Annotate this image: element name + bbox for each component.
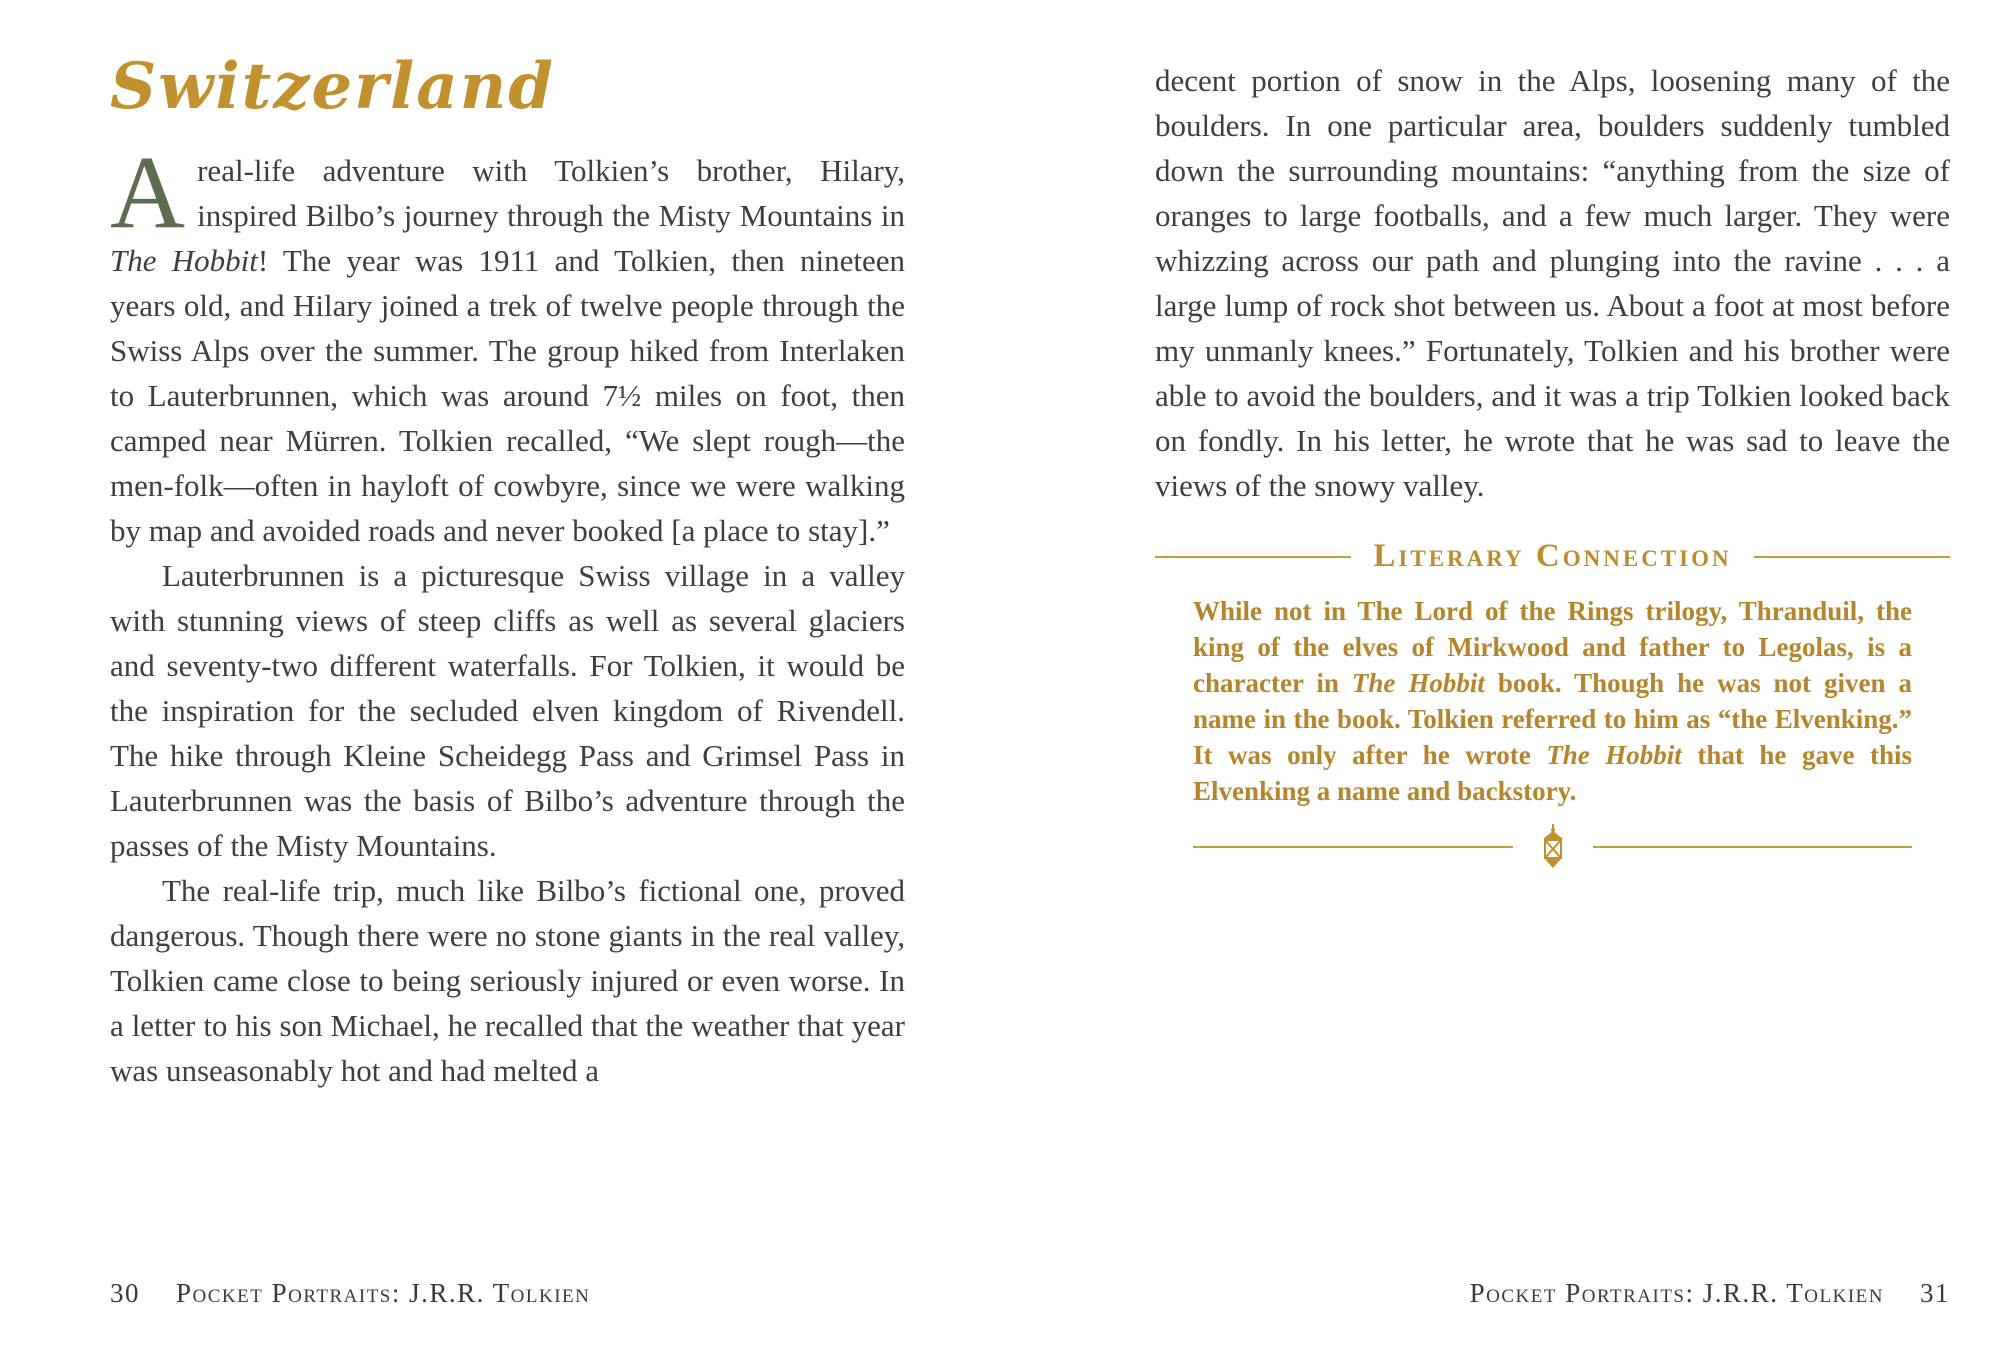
paragraph-3: The real-life trip, much like Bilbo’s fictional one, proved dangerous. Though there were no stone giants in the real valley, Tolkien came close to being seriously injured or even worse. In a letter to his son Michael, he recalled that the weather that year was unseasonably hot and had melted a bbox=[110, 873, 905, 1089]
divider-line-left bbox=[1193, 846, 1513, 848]
right-page bbox=[1155, 0, 1950, 1351]
drop-cap: A bbox=[110, 135, 186, 251]
book-title: Pocket Portraits: J.R.R. Tolkien bbox=[1469, 1278, 1884, 1308]
paragraph-1-text: real-life adventure with Tolkien’s brother, Hilary, inspired Bilbo’s journey through the Misty Mountains in The Hobbit! The year was 1911 and Tolkien, then nineteen years old, and Hilary joined a trek of twelve people through the Swiss Alps over the summer. The group hiked from Interlaken to Lauterbrunnen, which was around 7½ miles on foot, then camped near Mürren. Tolkien recalled, “We slept rough—the men-folk—often in hayloft of cowbyre, since we were walking by map and avoided roads and never booked [a place to stay].” bbox=[110, 153, 905, 549]
literary-connection-text: While not in The Lord of the Rings trilogy, Thranduil, the king of the elves of Mirkwood and father to Legolas, is a character in The Hobbit book. Though he was not given a name in the book. Tolkien referred to him as “the Elvenking.” It was only after he wrote The Hobbit that he gave this Elvenking a name and backstory. bbox=[1193, 596, 1912, 806]
lantern-icon bbox=[1535, 823, 1571, 871]
divider-line-right bbox=[1593, 846, 1913, 848]
paragraph-1 bbox=[110, 135, 905, 553]
left-page-footer bbox=[110, 1278, 905, 1309]
literary-connection-header bbox=[1155, 538, 1950, 575]
literary-connection-title: Literary Connection bbox=[1373, 538, 1732, 574]
chapter-heading: Switzerland bbox=[110, 49, 556, 124]
literary-connection-footer bbox=[1193, 823, 1912, 871]
book-title: Pocket Portraits: J.R.R. Tolkien bbox=[176, 1278, 591, 1308]
page-number: 31 bbox=[1920, 1278, 1950, 1308]
paragraph-4: decent portion of snow in the Alps, loosening many of the boulders. In one particular area, boulders suddenly tumbled down the surrounding mountains: “anything from the size of oranges to large footballs, and a few much larger. They were whizzing across our path and plunging into the ravine . . . a large lump of rock shot between us. About a foot at most before my unmanly knees.” Fortunately, Tolkien and his brother were able to avoid the boulders, and it was a trip Tolkien looked back on fondly. In his letter, he wrote that he was sad to leave the views of the snowy valley. bbox=[1155, 63, 1950, 503]
paragraph-2: Lauterbrunnen is a picturesque Swiss village in a valley with stunning views of steep cliffs as well as several glaciers and seventy-two different waterfalls. For Tolkien, it would be the inspiration for the secluded elven kingdom of Rivendell. The hike through Kleine Scheidegg Pass and Grimsel Pass in Lauterbrunnen was the basis of Bilbo’s adventure through the passes of the Misty Mountains. bbox=[110, 558, 905, 864]
left-page bbox=[110, 0, 905, 1351]
divider-line-left bbox=[1155, 556, 1351, 558]
literary-connection-box bbox=[1155, 538, 1950, 871]
page-number: 30 bbox=[110, 1278, 140, 1308]
right-page-footer bbox=[1155, 1278, 1950, 1309]
divider-line-right bbox=[1754, 556, 1950, 558]
